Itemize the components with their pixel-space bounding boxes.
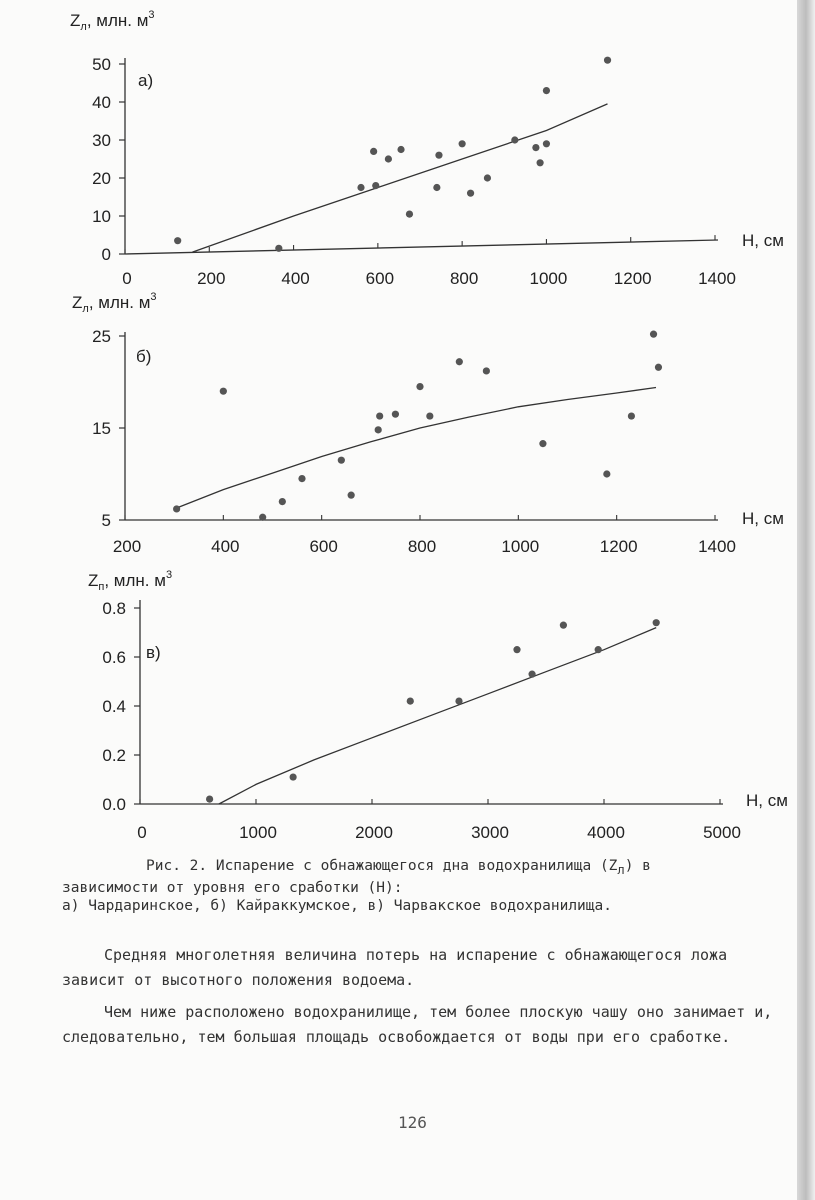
chart-b xyxy=(0,290,815,565)
data-point xyxy=(560,622,567,629)
caption-line-2: зависимости от уровня его сработки (Н): xyxy=(62,879,403,896)
x-tick-label: 400 xyxy=(211,537,240,556)
data-point xyxy=(416,383,423,390)
y-tick-label: 40 xyxy=(92,93,111,112)
x-tick-label: 400 xyxy=(281,269,310,288)
data-point xyxy=(290,773,297,780)
x-tick-label: 3000 xyxy=(471,823,509,842)
data-point xyxy=(483,367,490,374)
data-point xyxy=(528,671,535,678)
data-point xyxy=(406,211,413,218)
data-point xyxy=(603,470,610,477)
y-tick-label: 0.2 xyxy=(102,746,126,765)
data-point xyxy=(459,140,466,147)
data-point xyxy=(543,140,550,147)
x-tick-label: 2000 xyxy=(355,823,393,842)
y-tick-label: 25 xyxy=(92,327,111,346)
x-tick-label: 1200 xyxy=(599,537,638,556)
y-tick-label: 0.4 xyxy=(102,697,126,716)
y-tick-label: 0.0 xyxy=(102,795,126,814)
body-paragraph-2 xyxy=(62,1000,782,1049)
x-axis xyxy=(125,240,718,254)
caption-subscript: л xyxy=(617,862,625,877)
y-tick-label: 0.6 xyxy=(102,648,126,667)
data-point xyxy=(348,492,355,499)
data-point xyxy=(338,457,345,464)
chart-a xyxy=(0,0,815,300)
data-point xyxy=(513,646,520,653)
data-point xyxy=(275,245,282,252)
data-point xyxy=(298,475,305,482)
data-point xyxy=(407,698,414,705)
x-tick-label: 1400 xyxy=(698,537,736,556)
data-point xyxy=(537,159,544,166)
page-number: 126 xyxy=(398,1113,427,1132)
x-tick-label: 5000 xyxy=(703,823,741,842)
data-point xyxy=(397,146,404,153)
data-point xyxy=(392,411,399,418)
y-tick-label: 0.8 xyxy=(102,599,126,618)
data-point xyxy=(543,87,550,94)
x-tick-label: 0 xyxy=(137,823,147,842)
data-point xyxy=(539,440,546,447)
x-axis-label: Н, см xyxy=(746,791,788,810)
data-point xyxy=(372,182,379,189)
data-point xyxy=(511,136,518,143)
y-tick-label: 10 xyxy=(92,207,111,226)
y-axis-label: $Z_п$, млн. $м^3$ xyxy=(88,569,173,593)
data-point xyxy=(433,184,440,191)
x-tick-label: 200 xyxy=(112,537,142,556)
x-tick-label: 200 xyxy=(197,269,226,288)
data-point xyxy=(173,505,180,512)
panel-letter: б) xyxy=(136,347,152,366)
y-axis-label: $Z_л$, млн. $м^3$ xyxy=(72,291,157,315)
data-point xyxy=(259,514,266,521)
figure-caption xyxy=(62,857,782,915)
data-point xyxy=(456,358,463,365)
x-tick-label: 800 xyxy=(449,269,479,288)
x-axis-label: Н, см xyxy=(742,231,784,250)
data-point xyxy=(650,331,657,338)
y-tick-label: 30 xyxy=(92,131,111,150)
x-axis-label: Н, см xyxy=(742,509,784,528)
data-point xyxy=(484,174,491,181)
x-tick-label: 1400 xyxy=(698,269,736,288)
data-point xyxy=(220,388,227,395)
caption-line-1: Рис. 2. Испарение с обнажающегося дна водохранилища (Z xyxy=(146,858,618,874)
x-tick-label: 600 xyxy=(309,537,338,556)
data-point xyxy=(370,148,377,155)
trend-line xyxy=(192,104,607,252)
paragraph-text: Чем ниже расположено водохранилище, тем более плоскую чашу оно занимает и, следовательно, тем большая площадь освобождается от воды при его сработке. xyxy=(62,1003,773,1046)
caption-line-1-end: ) в xyxy=(624,858,651,874)
data-point xyxy=(206,796,213,803)
data-point xyxy=(467,190,474,197)
x-tick-label: 1000 xyxy=(529,269,568,288)
trend-line xyxy=(177,388,656,509)
data-point xyxy=(426,412,433,419)
paragraph-text: Средняя многолетняя величина потерь на испарение с обнажающегося ложа зависит от высотного положения водоема. xyxy=(62,946,728,989)
caption-line-3: а) Чардаринское, б) Кайраккумское, в) Чарвакское водохранилища. xyxy=(62,897,612,914)
data-point xyxy=(604,57,611,64)
data-point xyxy=(628,412,635,419)
data-point xyxy=(357,184,364,191)
y-tick-label: 5 xyxy=(101,511,111,530)
chart-c xyxy=(0,560,815,850)
data-point xyxy=(455,698,462,705)
x-tick-label: 800 xyxy=(407,537,437,556)
trend-line xyxy=(219,628,656,804)
y-tick-label: 50 xyxy=(92,55,111,74)
x-tick-label: 4000 xyxy=(587,823,625,842)
data-point xyxy=(279,498,286,505)
x-tick-label: 1000 xyxy=(501,537,540,556)
data-point xyxy=(385,155,392,162)
data-point xyxy=(174,237,181,244)
y-tick-label: 15 xyxy=(92,419,111,438)
data-point xyxy=(375,426,382,433)
x-tick-label: 600 xyxy=(365,269,395,288)
y-tick-label: 0 xyxy=(101,245,111,264)
data-point xyxy=(653,619,660,626)
y-axis-label: $Z_л$, млн. $м^3$ xyxy=(70,9,155,33)
data-point xyxy=(655,364,662,371)
data-point xyxy=(376,412,383,419)
x-tick-label: 1200 xyxy=(613,269,652,288)
body-paragraph-1 xyxy=(62,943,782,992)
panel-letter: а) xyxy=(138,71,154,90)
x-tick-label: 0 xyxy=(122,269,132,288)
panel-letter: в) xyxy=(146,643,161,662)
x-tick-label: 1000 xyxy=(239,823,277,842)
data-point xyxy=(532,144,539,151)
y-tick-label: 20 xyxy=(92,169,111,188)
data-point xyxy=(435,152,442,159)
data-point xyxy=(595,646,602,653)
